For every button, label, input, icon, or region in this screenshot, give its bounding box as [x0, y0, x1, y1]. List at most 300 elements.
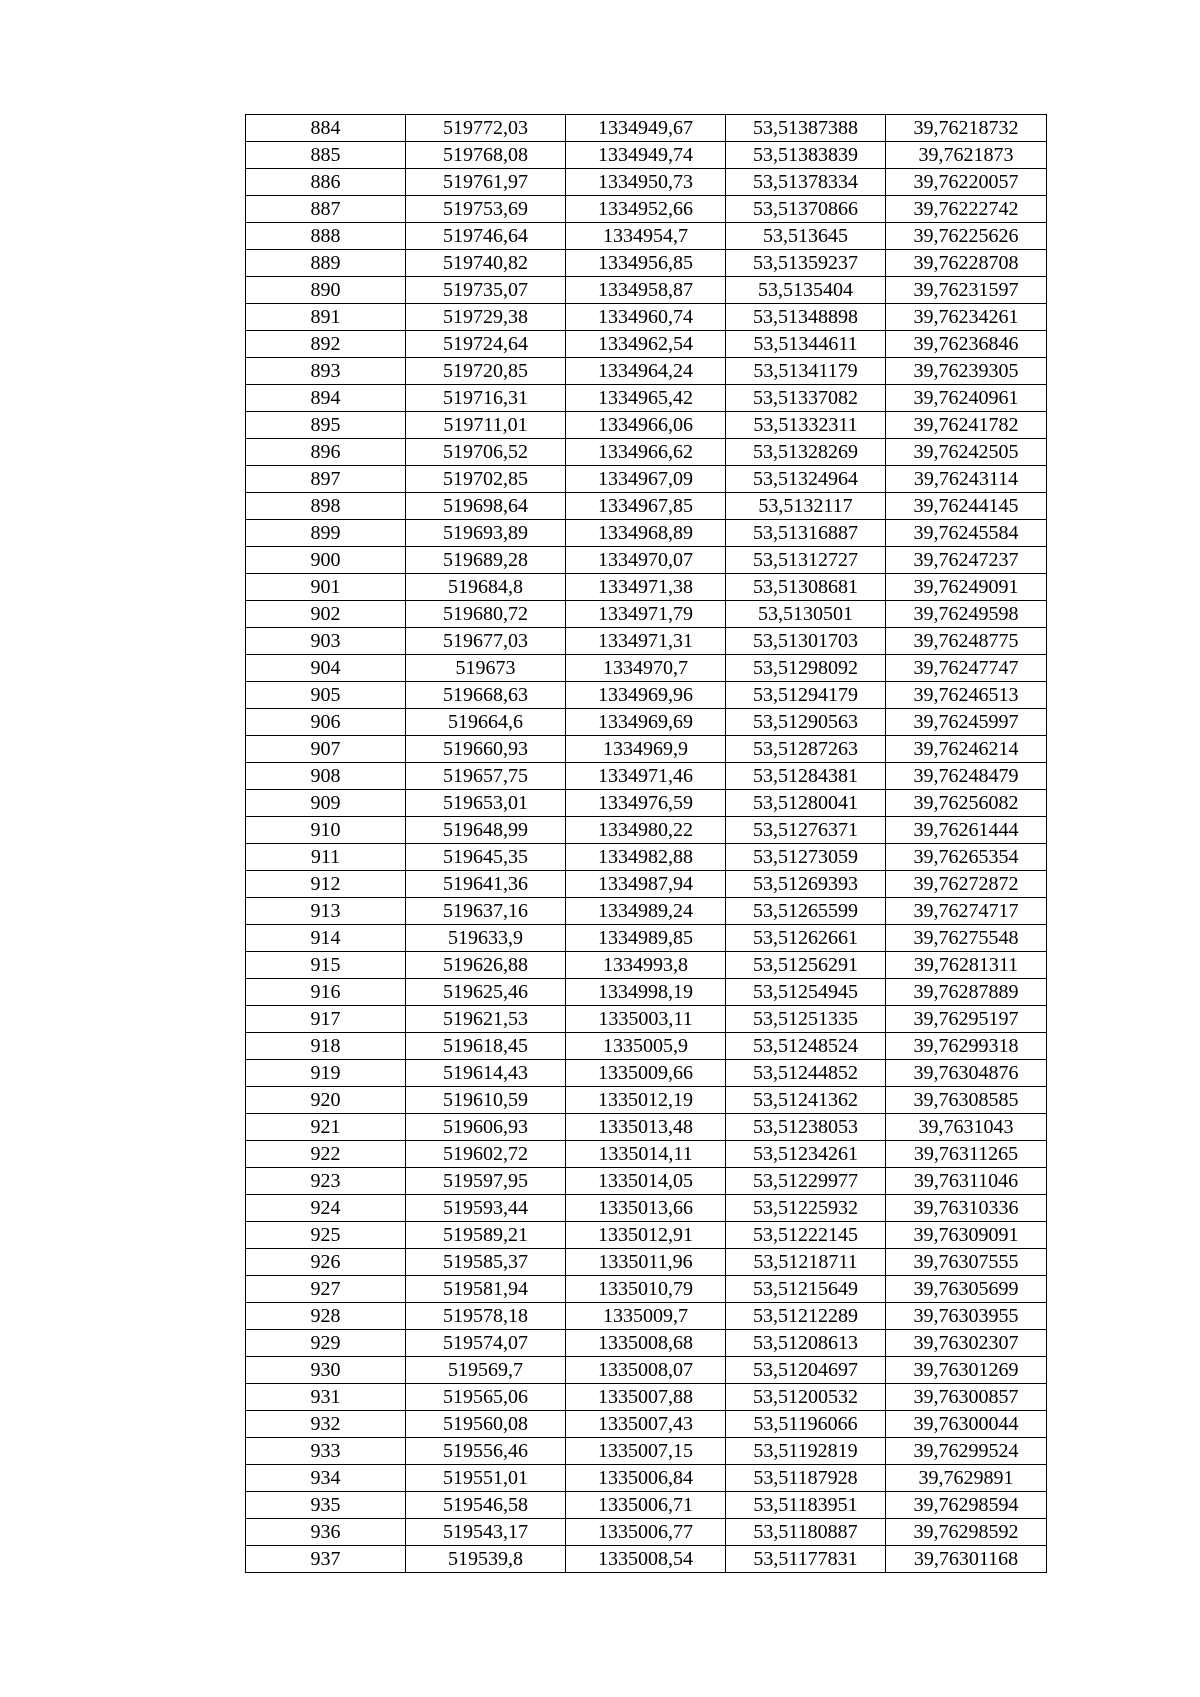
y-coordinate-cell: 1334993,8 — [566, 952, 726, 979]
point-number-cell: 920 — [246, 1087, 406, 1114]
y-coordinate-cell: 1334989,85 — [566, 925, 726, 952]
latitude-cell: 53,51208613 — [726, 1330, 886, 1357]
table-row — [246, 520, 1047, 547]
y-coordinate-cell: 1334969,69 — [566, 709, 726, 736]
x-coordinate-cell: 519673 — [406, 655, 566, 682]
x-coordinate-cell: 519698,64 — [406, 493, 566, 520]
table-row — [246, 196, 1047, 223]
point-number-cell: 930 — [246, 1357, 406, 1384]
latitude-cell: 53,51276371 — [726, 817, 886, 844]
x-coordinate-cell: 519618,45 — [406, 1033, 566, 1060]
point-number-cell: 919 — [246, 1060, 406, 1087]
y-coordinate-cell: 1335014,05 — [566, 1168, 726, 1195]
x-coordinate-cell: 519668,63 — [406, 682, 566, 709]
longitude-cell: 39,7629891 — [886, 1465, 1047, 1492]
y-coordinate-cell: 1335011,96 — [566, 1249, 726, 1276]
x-coordinate-cell: 519645,35 — [406, 844, 566, 871]
y-coordinate-cell: 1335007,88 — [566, 1384, 726, 1411]
table-row — [246, 169, 1047, 196]
table-row — [246, 115, 1047, 142]
latitude-cell: 53,51215649 — [726, 1276, 886, 1303]
y-coordinate-cell: 1334966,62 — [566, 439, 726, 466]
latitude-cell: 53,51308681 — [726, 574, 886, 601]
latitude-cell: 53,51344611 — [726, 331, 886, 358]
longitude-cell: 39,76247747 — [886, 655, 1047, 682]
y-coordinate-cell: 1335013,66 — [566, 1195, 726, 1222]
x-coordinate-cell: 519641,36 — [406, 871, 566, 898]
longitude-cell: 39,76248775 — [886, 628, 1047, 655]
table-row — [246, 1384, 1047, 1411]
x-coordinate-cell: 519753,69 — [406, 196, 566, 223]
point-number-cell: 889 — [246, 250, 406, 277]
table-row — [246, 952, 1047, 979]
longitude-cell: 39,76275548 — [886, 925, 1047, 952]
y-coordinate-cell: 1334964,24 — [566, 358, 726, 385]
latitude-cell: 53,51328269 — [726, 439, 886, 466]
longitude-cell: 39,76241782 — [886, 412, 1047, 439]
latitude-cell: 53,51238053 — [726, 1114, 886, 1141]
table-row — [246, 1033, 1047, 1060]
point-number-cell: 936 — [246, 1519, 406, 1546]
point-number-cell: 898 — [246, 493, 406, 520]
table-row — [246, 331, 1047, 358]
longitude-cell: 39,76274717 — [886, 898, 1047, 925]
y-coordinate-cell: 1335012,91 — [566, 1222, 726, 1249]
longitude-cell: 39,76311046 — [886, 1168, 1047, 1195]
longitude-cell: 39,76220057 — [886, 169, 1047, 196]
latitude-cell: 53,51269393 — [726, 871, 886, 898]
longitude-cell: 39,7631043 — [886, 1114, 1047, 1141]
x-coordinate-cell: 519657,75 — [406, 763, 566, 790]
longitude-cell: 39,76246513 — [886, 682, 1047, 709]
point-number-cell: 905 — [246, 682, 406, 709]
x-coordinate-cell: 519684,8 — [406, 574, 566, 601]
latitude-cell: 53,51284381 — [726, 763, 886, 790]
table-row — [246, 601, 1047, 628]
y-coordinate-cell: 1334971,46 — [566, 763, 726, 790]
x-coordinate-cell: 519614,43 — [406, 1060, 566, 1087]
longitude-cell: 39,76231597 — [886, 277, 1047, 304]
x-coordinate-cell: 519546,58 — [406, 1492, 566, 1519]
point-number-cell: 926 — [246, 1249, 406, 1276]
y-coordinate-cell: 1334970,07 — [566, 547, 726, 574]
point-number-cell: 918 — [246, 1033, 406, 1060]
table-row — [246, 466, 1047, 493]
longitude-cell: 39,76228708 — [886, 250, 1047, 277]
x-coordinate-cell: 519551,01 — [406, 1465, 566, 1492]
y-coordinate-cell: 1334966,06 — [566, 412, 726, 439]
table-row — [246, 547, 1047, 574]
y-coordinate-cell: 1334952,66 — [566, 196, 726, 223]
x-coordinate-cell: 519610,59 — [406, 1087, 566, 1114]
x-coordinate-cell: 519716,31 — [406, 385, 566, 412]
table-row — [246, 1546, 1047, 1573]
latitude-cell: 53,51256291 — [726, 952, 886, 979]
table-row — [246, 1168, 1047, 1195]
y-coordinate-cell: 1334949,67 — [566, 115, 726, 142]
y-coordinate-cell: 1335010,79 — [566, 1276, 726, 1303]
x-coordinate-cell: 519589,21 — [406, 1222, 566, 1249]
latitude-cell: 53,51177831 — [726, 1546, 886, 1573]
x-coordinate-cell: 519593,44 — [406, 1195, 566, 1222]
latitude-cell: 53,51262661 — [726, 925, 886, 952]
longitude-cell: 39,76298594 — [886, 1492, 1047, 1519]
latitude-cell: 53,51298092 — [726, 655, 886, 682]
longitude-cell: 39,76310336 — [886, 1195, 1047, 1222]
latitude-cell: 53,51378334 — [726, 169, 886, 196]
longitude-cell: 39,76240961 — [886, 385, 1047, 412]
longitude-cell: 39,76245584 — [886, 520, 1047, 547]
latitude-cell: 53,51225932 — [726, 1195, 886, 1222]
point-number-cell: 911 — [246, 844, 406, 871]
x-coordinate-cell: 519556,46 — [406, 1438, 566, 1465]
latitude-cell: 53,51387388 — [726, 115, 886, 142]
point-number-cell: 902 — [246, 601, 406, 628]
latitude-cell: 53,51212289 — [726, 1303, 886, 1330]
point-number-cell: 910 — [246, 817, 406, 844]
x-coordinate-cell: 519693,89 — [406, 520, 566, 547]
y-coordinate-cell: 1335007,15 — [566, 1438, 726, 1465]
x-coordinate-cell: 519740,82 — [406, 250, 566, 277]
point-number-cell: 927 — [246, 1276, 406, 1303]
x-coordinate-cell: 519746,64 — [406, 223, 566, 250]
y-coordinate-cell: 1335006,84 — [566, 1465, 726, 1492]
longitude-cell: 39,76246214 — [886, 736, 1047, 763]
longitude-cell: 39,76249091 — [886, 574, 1047, 601]
y-coordinate-cell: 1334976,59 — [566, 790, 726, 817]
point-number-cell: 917 — [246, 1006, 406, 1033]
latitude-cell: 53,5135404 — [726, 277, 886, 304]
table-row — [246, 1195, 1047, 1222]
y-coordinate-cell: 1334956,85 — [566, 250, 726, 277]
x-coordinate-cell: 519581,94 — [406, 1276, 566, 1303]
latitude-cell: 53,51265599 — [726, 898, 886, 925]
x-coordinate-cell: 519702,85 — [406, 466, 566, 493]
longitude-cell: 39,76265354 — [886, 844, 1047, 871]
point-number-cell: 915 — [246, 952, 406, 979]
table-row — [246, 358, 1047, 385]
coordinates-table-body — [246, 115, 1047, 1573]
table-row — [246, 250, 1047, 277]
y-coordinate-cell: 1335008,68 — [566, 1330, 726, 1357]
y-coordinate-cell: 1334971,38 — [566, 574, 726, 601]
point-number-cell: 897 — [246, 466, 406, 493]
latitude-cell: 53,513645 — [726, 223, 886, 250]
point-number-cell: 892 — [246, 331, 406, 358]
y-coordinate-cell: 1334980,22 — [566, 817, 726, 844]
longitude-cell: 39,76298592 — [886, 1519, 1047, 1546]
y-coordinate-cell: 1334969,96 — [566, 682, 726, 709]
point-number-cell: 933 — [246, 1438, 406, 1465]
latitude-cell: 53,51196066 — [726, 1411, 886, 1438]
y-coordinate-cell: 1335003,11 — [566, 1006, 726, 1033]
longitude-cell: 39,76304876 — [886, 1060, 1047, 1087]
longitude-cell: 39,76303955 — [886, 1303, 1047, 1330]
latitude-cell: 53,51337082 — [726, 385, 886, 412]
x-coordinate-cell: 519626,88 — [406, 952, 566, 979]
x-coordinate-cell: 519578,18 — [406, 1303, 566, 1330]
latitude-cell: 53,51241362 — [726, 1087, 886, 1114]
table-row — [246, 844, 1047, 871]
y-coordinate-cell: 1334987,94 — [566, 871, 726, 898]
longitude-cell: 39,76299524 — [886, 1438, 1047, 1465]
latitude-cell: 53,51204697 — [726, 1357, 886, 1384]
point-number-cell: 914 — [246, 925, 406, 952]
point-number-cell: 922 — [246, 1141, 406, 1168]
table-row — [246, 412, 1047, 439]
latitude-cell: 53,51301703 — [726, 628, 886, 655]
x-coordinate-cell: 519720,85 — [406, 358, 566, 385]
point-number-cell: 929 — [246, 1330, 406, 1357]
latitude-cell: 53,51229977 — [726, 1168, 886, 1195]
longitude-cell: 39,76218732 — [886, 115, 1047, 142]
x-coordinate-cell: 519689,28 — [406, 547, 566, 574]
longitude-cell: 39,76301168 — [886, 1546, 1047, 1573]
x-coordinate-cell: 519621,53 — [406, 1006, 566, 1033]
latitude-cell: 53,51222145 — [726, 1222, 886, 1249]
y-coordinate-cell: 1335009,7 — [566, 1303, 726, 1330]
latitude-cell: 53,51187928 — [726, 1465, 886, 1492]
point-number-cell: 924 — [246, 1195, 406, 1222]
table-row — [246, 1519, 1047, 1546]
point-number-cell: 899 — [246, 520, 406, 547]
y-coordinate-cell: 1335006,71 — [566, 1492, 726, 1519]
latitude-cell: 53,51248524 — [726, 1033, 886, 1060]
y-coordinate-cell: 1334967,85 — [566, 493, 726, 520]
y-coordinate-cell: 1334982,88 — [566, 844, 726, 871]
y-coordinate-cell: 1334970,7 — [566, 655, 726, 682]
table-row — [246, 628, 1047, 655]
longitude-cell: 39,76308585 — [886, 1087, 1047, 1114]
table-row — [246, 682, 1047, 709]
table-row — [246, 1465, 1047, 1492]
x-coordinate-cell: 519706,52 — [406, 439, 566, 466]
table-row — [246, 304, 1047, 331]
latitude-cell: 53,51200532 — [726, 1384, 886, 1411]
point-number-cell: 884 — [246, 115, 406, 142]
table-row — [246, 574, 1047, 601]
longitude-cell: 39,76299318 — [886, 1033, 1047, 1060]
latitude-cell: 53,51324964 — [726, 466, 886, 493]
point-number-cell: 932 — [246, 1411, 406, 1438]
point-number-cell: 886 — [246, 169, 406, 196]
point-number-cell: 907 — [246, 736, 406, 763]
x-coordinate-cell: 519597,95 — [406, 1168, 566, 1195]
y-coordinate-cell: 1335009,66 — [566, 1060, 726, 1087]
table-row — [246, 277, 1047, 304]
x-coordinate-cell: 519761,97 — [406, 169, 566, 196]
longitude-cell: 39,76242505 — [886, 439, 1047, 466]
point-number-cell: 894 — [246, 385, 406, 412]
y-coordinate-cell: 1335008,07 — [566, 1357, 726, 1384]
latitude-cell: 53,51234261 — [726, 1141, 886, 1168]
y-coordinate-cell: 1334967,09 — [566, 466, 726, 493]
table-row — [246, 1006, 1047, 1033]
longitude-cell: 39,76261444 — [886, 817, 1047, 844]
latitude-cell: 53,51290563 — [726, 709, 886, 736]
latitude-cell: 53,51359237 — [726, 250, 886, 277]
table-row — [246, 655, 1047, 682]
coordinates-table — [245, 114, 1047, 1573]
longitude-cell: 39,76247237 — [886, 547, 1047, 574]
table-row — [246, 1060, 1047, 1087]
latitude-cell: 53,51244852 — [726, 1060, 886, 1087]
point-number-cell: 906 — [246, 709, 406, 736]
latitude-cell: 53,51251335 — [726, 1006, 886, 1033]
latitude-cell: 53,51341179 — [726, 358, 886, 385]
x-coordinate-cell: 519660,93 — [406, 736, 566, 763]
longitude-cell: 39,76272872 — [886, 871, 1047, 898]
table-row — [246, 1357, 1047, 1384]
y-coordinate-cell: 1334949,74 — [566, 142, 726, 169]
longitude-cell: 39,76295197 — [886, 1006, 1047, 1033]
latitude-cell: 53,51218711 — [726, 1249, 886, 1276]
longitude-cell: 39,76281311 — [886, 952, 1047, 979]
table-row — [246, 1249, 1047, 1276]
longitude-cell: 39,7621873 — [886, 142, 1047, 169]
longitude-cell: 39,76302307 — [886, 1330, 1047, 1357]
x-coordinate-cell: 519768,08 — [406, 142, 566, 169]
longitude-cell: 39,76245997 — [886, 709, 1047, 736]
y-coordinate-cell: 1334958,87 — [566, 277, 726, 304]
longitude-cell: 39,76311265 — [886, 1141, 1047, 1168]
longitude-cell: 39,76243114 — [886, 466, 1047, 493]
table-row — [246, 142, 1047, 169]
latitude-cell: 53,51280041 — [726, 790, 886, 817]
y-coordinate-cell: 1334965,42 — [566, 385, 726, 412]
latitude-cell: 53,51316887 — [726, 520, 886, 547]
table-row — [246, 1114, 1047, 1141]
point-number-cell: 888 — [246, 223, 406, 250]
latitude-cell: 53,51348898 — [726, 304, 886, 331]
longitude-cell: 39,76239305 — [886, 358, 1047, 385]
longitude-cell: 39,76307555 — [886, 1249, 1047, 1276]
x-coordinate-cell: 519602,72 — [406, 1141, 566, 1168]
point-number-cell: 923 — [246, 1168, 406, 1195]
longitude-cell: 39,76300044 — [886, 1411, 1047, 1438]
point-number-cell: 885 — [246, 142, 406, 169]
point-number-cell: 893 — [246, 358, 406, 385]
latitude-cell: 53,51332311 — [726, 412, 886, 439]
y-coordinate-cell: 1334968,89 — [566, 520, 726, 547]
point-number-cell: 895 — [246, 412, 406, 439]
latitude-cell: 53,51312727 — [726, 547, 886, 574]
x-coordinate-cell: 519569,7 — [406, 1357, 566, 1384]
table-row — [246, 1141, 1047, 1168]
latitude-cell: 53,51183951 — [726, 1492, 886, 1519]
point-number-cell: 931 — [246, 1384, 406, 1411]
y-coordinate-cell: 1334989,24 — [566, 898, 726, 925]
latitude-cell: 53,5132117 — [726, 493, 886, 520]
table-row — [246, 925, 1047, 952]
table-row — [246, 979, 1047, 1006]
point-number-cell: 909 — [246, 790, 406, 817]
table-row — [246, 736, 1047, 763]
latitude-cell: 53,51294179 — [726, 682, 886, 709]
longitude-cell: 39,76305699 — [886, 1276, 1047, 1303]
x-coordinate-cell: 519735,07 — [406, 277, 566, 304]
point-number-cell: 900 — [246, 547, 406, 574]
point-number-cell: 891 — [246, 304, 406, 331]
table-row — [246, 898, 1047, 925]
longitude-cell: 39,76234261 — [886, 304, 1047, 331]
longitude-cell: 39,76309091 — [886, 1222, 1047, 1249]
x-coordinate-cell: 519724,64 — [406, 331, 566, 358]
longitude-cell: 39,76236846 — [886, 331, 1047, 358]
table-row — [246, 385, 1047, 412]
y-coordinate-cell: 1334962,54 — [566, 331, 726, 358]
y-coordinate-cell: 1335008,54 — [566, 1546, 726, 1573]
latitude-cell: 53,51383839 — [726, 142, 886, 169]
table-row — [246, 790, 1047, 817]
x-coordinate-cell: 519585,37 — [406, 1249, 566, 1276]
point-number-cell: 913 — [246, 898, 406, 925]
y-coordinate-cell: 1334960,74 — [566, 304, 726, 331]
point-number-cell: 925 — [246, 1222, 406, 1249]
latitude-cell: 53,51273059 — [726, 844, 886, 871]
point-number-cell: 928 — [246, 1303, 406, 1330]
table-row — [246, 763, 1047, 790]
longitude-cell: 39,76248479 — [886, 763, 1047, 790]
point-number-cell: 904 — [246, 655, 406, 682]
y-coordinate-cell: 1335014,11 — [566, 1141, 726, 1168]
x-coordinate-cell: 519648,99 — [406, 817, 566, 844]
table-row — [246, 493, 1047, 520]
x-coordinate-cell: 519711,01 — [406, 412, 566, 439]
longitude-cell: 39,76244145 — [886, 493, 1047, 520]
point-number-cell: 908 — [246, 763, 406, 790]
x-coordinate-cell: 519606,93 — [406, 1114, 566, 1141]
latitude-cell: 53,51180887 — [726, 1519, 886, 1546]
latitude-cell: 53,51254945 — [726, 979, 886, 1006]
y-coordinate-cell: 1334969,9 — [566, 736, 726, 763]
y-coordinate-cell: 1334971,79 — [566, 601, 726, 628]
latitude-cell: 53,51192819 — [726, 1438, 886, 1465]
table-row — [246, 1330, 1047, 1357]
point-number-cell: 887 — [246, 196, 406, 223]
x-coordinate-cell: 519729,38 — [406, 304, 566, 331]
y-coordinate-cell: 1334954,7 — [566, 223, 726, 250]
y-coordinate-cell: 1335006,77 — [566, 1519, 726, 1546]
point-number-cell: 916 — [246, 979, 406, 1006]
x-coordinate-cell: 519574,07 — [406, 1330, 566, 1357]
table-row — [246, 439, 1047, 466]
y-coordinate-cell: 1335005,9 — [566, 1033, 726, 1060]
point-number-cell: 937 — [246, 1546, 406, 1573]
y-coordinate-cell: 1334950,73 — [566, 169, 726, 196]
x-coordinate-cell: 519543,17 — [406, 1519, 566, 1546]
x-coordinate-cell: 519565,06 — [406, 1384, 566, 1411]
latitude-cell: 53,5130501 — [726, 601, 886, 628]
table-row — [246, 1087, 1047, 1114]
table-row — [246, 871, 1047, 898]
longitude-cell: 39,76256082 — [886, 790, 1047, 817]
longitude-cell: 39,76225626 — [886, 223, 1047, 250]
table-row — [246, 1276, 1047, 1303]
latitude-cell: 53,51287263 — [726, 736, 886, 763]
table-row — [246, 1222, 1047, 1249]
point-number-cell: 903 — [246, 628, 406, 655]
y-coordinate-cell: 1334971,31 — [566, 628, 726, 655]
y-coordinate-cell: 1335007,43 — [566, 1411, 726, 1438]
table-row — [246, 1438, 1047, 1465]
point-number-cell: 912 — [246, 871, 406, 898]
x-coordinate-cell: 519664,6 — [406, 709, 566, 736]
longitude-cell: 39,76222742 — [886, 196, 1047, 223]
x-coordinate-cell: 519772,03 — [406, 115, 566, 142]
y-coordinate-cell: 1335013,48 — [566, 1114, 726, 1141]
latitude-cell: 53,51370866 — [726, 196, 886, 223]
